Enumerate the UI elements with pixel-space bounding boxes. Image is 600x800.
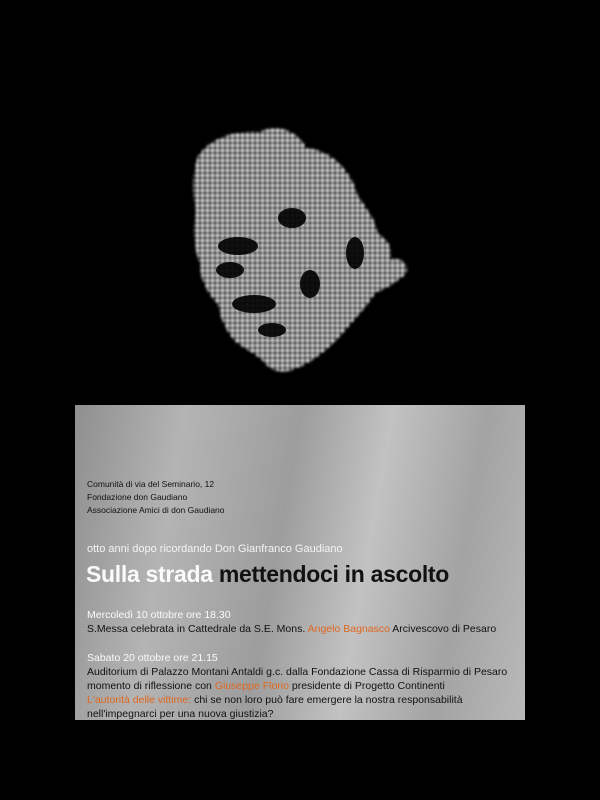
organizer-name: Fondazione don Gaudiano (87, 492, 188, 502)
event-topic (87, 693, 507, 707)
event-text: S.Messa celebrata in Cattedrale da S.E. Mons. (87, 623, 306, 635)
event-text: Arcivescovo di Pesaro (392, 623, 497, 635)
event-text: presidente di Progetto Continenti (291, 680, 445, 692)
subtitle: otto anni dopo ricordando Don Gianfranco Gaudiano (87, 543, 343, 555)
event-text: momento di riflessione con (87, 680, 212, 692)
event-1 (87, 608, 496, 636)
event-date: Mercoledì 10 ottobre ore 18.30 (87, 609, 231, 621)
event-text: chi se non loro può fare emergere la nostra responsabilità (194, 694, 463, 706)
side-credit-text (508, 300, 514, 350)
speaker-name: Angelo Bagnasco (307, 623, 390, 635)
organizers-list (87, 478, 225, 517)
event-date: Sabato 20 ottobre ore 21.15 (87, 652, 218, 664)
organizer-name: Comunità di via del Seminario, 12 (87, 479, 215, 489)
event-description (87, 622, 496, 636)
event-description (87, 679, 507, 693)
halftone-portrait-image (180, 108, 420, 388)
title-part-light: Sulla strada (86, 561, 213, 587)
organizer-name: Associazione Amici di don Gaudiano (87, 505, 225, 515)
poster-title (86, 561, 449, 588)
title-part-dark: mettendoci in ascolto (218, 561, 450, 587)
info-panel (75, 405, 525, 720)
speaker-name: Giuseppe Florio (214, 680, 289, 692)
event-text: nell'impegnarci per una nuova giustizia? (87, 708, 274, 720)
event-2 (87, 651, 507, 721)
event-venue: Auditorium di Palazzo Montani Antaldi g.c. dalla Fondazione Cassa di Risparmio di Pesaro (87, 666, 508, 678)
topic-title: L'autorità delle vittime: (87, 694, 192, 706)
